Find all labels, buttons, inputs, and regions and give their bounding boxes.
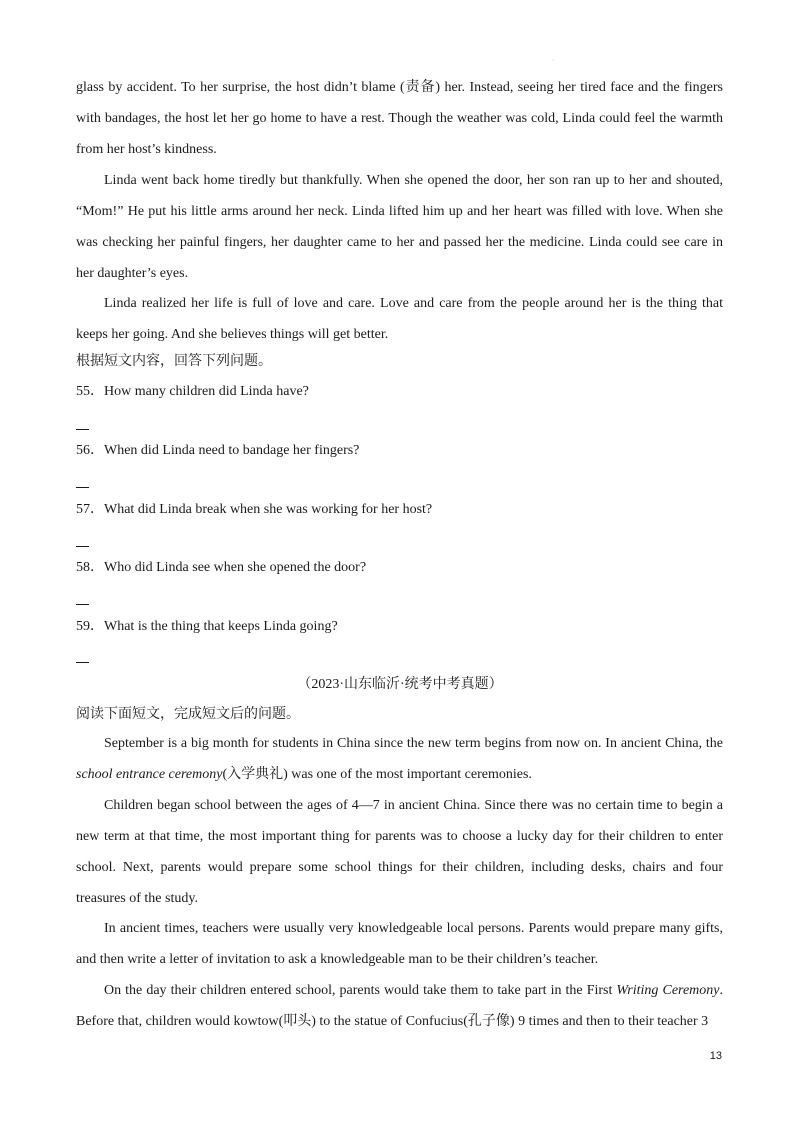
answer-line-56[interactable] bbox=[76, 487, 89, 488]
question-55: 55．How many children did Linda have? bbox=[76, 384, 309, 399]
passage2-paragraph-4: On the day their children entered school, parents would take them to take part in the First Writing Ceremony. Before that, children would kowtow(叩头) to the statue of Confucius(孔子像) 9 times and then to their teacher 3 bbox=[76, 983, 723, 1029]
answer-line-57[interactable] bbox=[76, 546, 89, 547]
passage2-paragraph-2: Children began school between the ages of 4—7 in ancient China. Since there was no certain time to begin a new term at that time, the most important thing for parents was to choose a lucky day for their children to enter school. Next, parents would prepare some school things for their children, including desks, chairs and four treasures of the study. bbox=[76, 798, 723, 906]
question-56: 56．When did Linda need to bandage her fingers? bbox=[76, 443, 360, 458]
question-59: 59．What is the thing that keeps Linda going? bbox=[76, 619, 338, 634]
passage1-paragraph-1: glass by accident. To her surprise, the host didn’t blame (责备) her. Instead, seeing her tired face and the fingers with bandages, the host let her go home to have a rest. Though the weather was cold, Linda could feel the warmth from her host’s kindness. bbox=[76, 80, 723, 157]
scan-mark: · bbox=[552, 58, 554, 64]
italic-term: school entrance ceremony bbox=[76, 767, 223, 782]
answer-line-59[interactable] bbox=[76, 662, 89, 663]
passage2-paragraph-3: In ancient times, teachers were usually very knowledgeable local persons. Parents would prepare many gifts, and then write a letter of invitation to ask a knowledgeable man to be their children’s teacher. bbox=[76, 921, 723, 967]
passage1-paragraph-3: Linda realized her life is full of love and care. Love and care from the people around her is the thing that keeps her going. And she believes things will get better. bbox=[76, 296, 723, 342]
instruction-answer-questions: 根据短文内容，回答下列问题。 bbox=[76, 354, 272, 369]
passage2-paragraph-1: September is a big month for students in China since the new term begins from now on. In ancient China, the school entrance ceremony(入学典礼) was one of the most important ceremonies. bbox=[76, 736, 723, 782]
answer-line-55[interactable] bbox=[76, 429, 89, 430]
question-57: 57．What did Linda break when she was working for her host? bbox=[76, 502, 433, 517]
question-58: 58．Who did Linda see when she opened the door? bbox=[76, 560, 367, 575]
source-heading: （2023·山东临沂·统考中考真题） bbox=[297, 677, 503, 692]
page-number: 13 bbox=[709, 1050, 722, 1062]
answer-line-58[interactable] bbox=[76, 604, 89, 605]
instruction-read-passage: 阅读下面短文，完成短文后的问题。 bbox=[76, 707, 300, 722]
italic-term: Writing Ceremony bbox=[616, 983, 720, 998]
passage1-paragraph-2: Linda went back home tiredly but thankfully. When she opened the door, her son ran up to her and shouted, “Mom!” He put his little arms around her neck. Linda lifted him up and her heart was filled with love. When she was checking her painful fingers, her daughter came to her and passed her the medicine. Linda could see care in her daughter’s eyes. bbox=[76, 173, 723, 281]
